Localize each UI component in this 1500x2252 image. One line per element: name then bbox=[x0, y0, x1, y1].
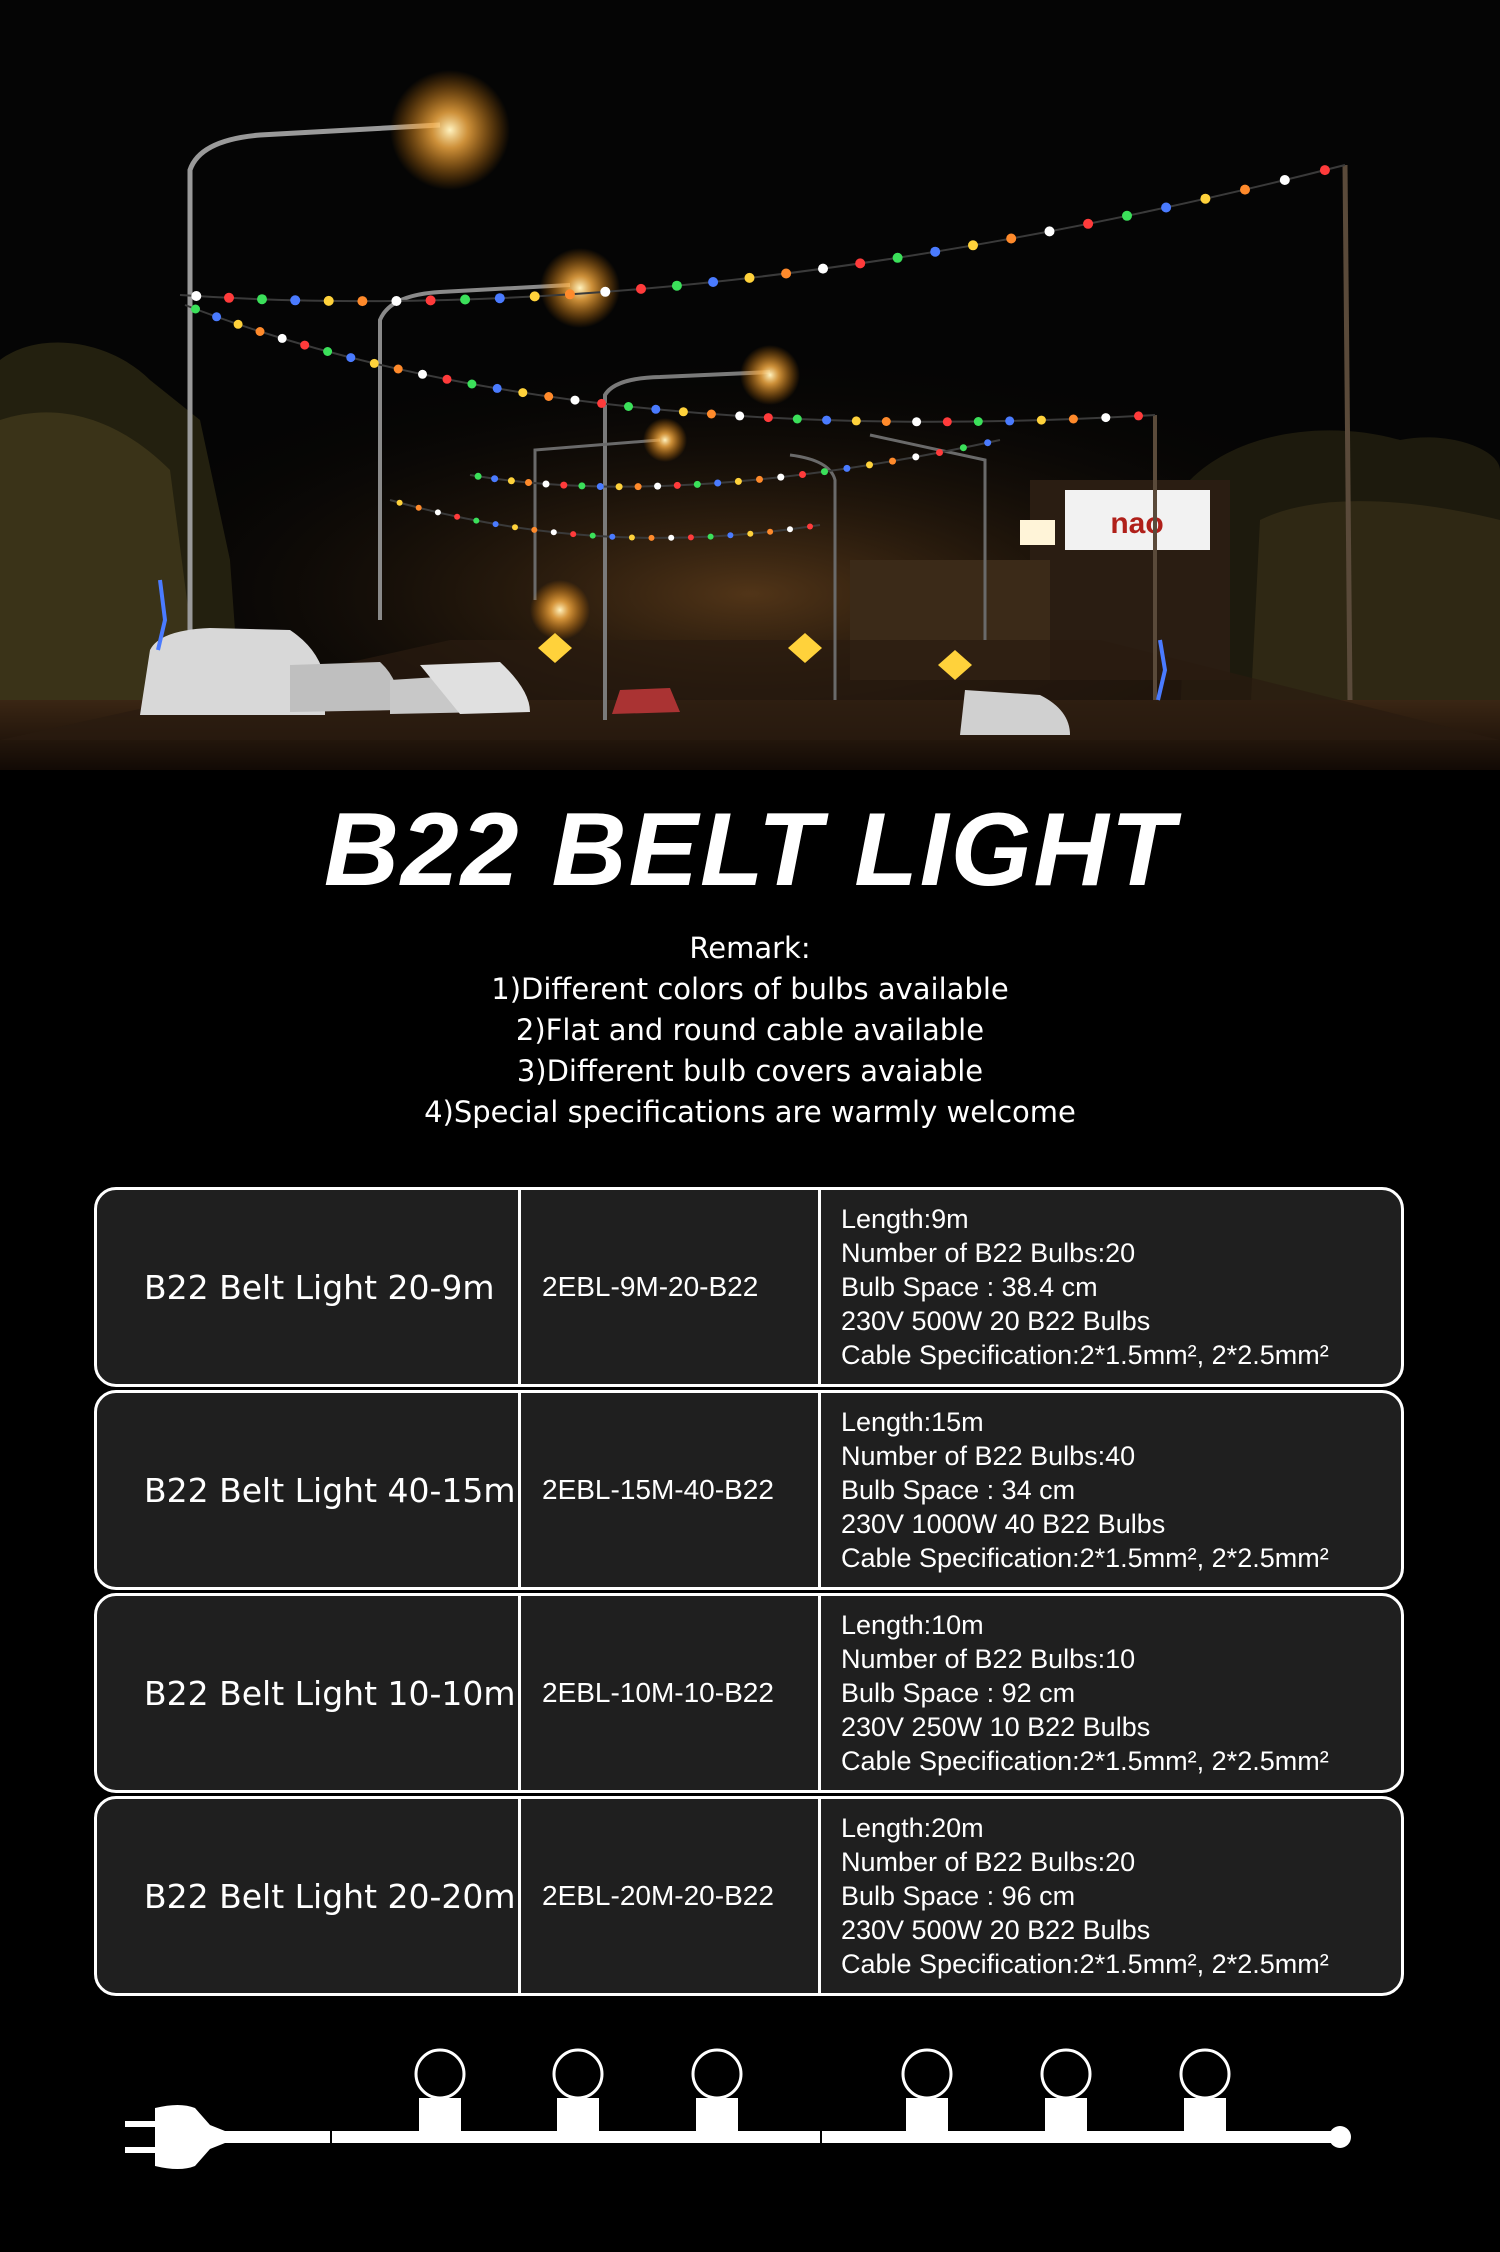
string-bulb bbox=[912, 453, 919, 460]
product-specs bbox=[821, 1596, 1401, 1790]
string-bulb bbox=[968, 240, 978, 250]
belt-light-diagram bbox=[0, 2030, 1500, 2230]
string-bulb bbox=[551, 529, 557, 535]
spec-cable: Cable Specification:2*1.5mm², 2*2.5mm² bbox=[841, 1746, 1329, 1776]
string-bulb bbox=[565, 289, 575, 299]
string-bulb bbox=[855, 258, 865, 268]
string-bulb bbox=[1200, 194, 1210, 204]
string-bulb bbox=[688, 534, 694, 540]
spec-bulb-count: Number of B22 Bulbs:10 bbox=[841, 1644, 1136, 1674]
string-bulb bbox=[578, 482, 585, 489]
string-bulb bbox=[256, 327, 265, 336]
hero-sign-text: nao bbox=[1110, 507, 1164, 540]
cable-line bbox=[225, 2131, 1340, 2143]
bulb-icon bbox=[693, 2050, 741, 2132]
product-name: B22 Belt Light 20-20m bbox=[97, 1799, 521, 1993]
string-bulb bbox=[624, 402, 633, 411]
bulb-icon bbox=[416, 2050, 464, 2132]
spec-cable: Cable Specification:2*1.5mm², 2*2.5mm² bbox=[841, 1340, 1329, 1370]
remarks-block bbox=[0, 928, 1500, 1133]
page-title: B22 BELT LIGHT bbox=[323, 792, 1177, 908]
string-bulb bbox=[818, 264, 828, 274]
hero-street-night-photo bbox=[0, 0, 1500, 770]
string-bulb bbox=[893, 253, 903, 263]
string-bulb bbox=[616, 483, 623, 490]
string-bulb bbox=[1101, 413, 1110, 422]
string-bulb bbox=[668, 535, 674, 541]
plug-icon bbox=[125, 2105, 225, 2169]
remarks-heading: Remark: bbox=[689, 931, 811, 965]
string-bulb bbox=[370, 359, 379, 368]
product-row bbox=[94, 1593, 1404, 1793]
spec-bulb-space: Bulb Space : 38.4 cm bbox=[841, 1272, 1098, 1302]
string-bulb bbox=[822, 416, 831, 425]
spec-length: Length:10m bbox=[841, 1610, 984, 1640]
string-bulb bbox=[1069, 415, 1078, 424]
product-code: 2EBL-9M-20-B22 bbox=[521, 1190, 821, 1384]
string-bulb bbox=[224, 293, 234, 303]
spec-power: 230V 500W 20 B22 Bulbs bbox=[841, 1915, 1151, 1945]
string-bulb bbox=[473, 518, 479, 524]
bulb-icon bbox=[1042, 2050, 1090, 2132]
spec-power: 230V 250W 10 B22 Bulbs bbox=[841, 1712, 1151, 1742]
string-bulb bbox=[212, 312, 221, 321]
string-bulb bbox=[278, 334, 287, 343]
product-code: 2EBL-15M-40-B22 bbox=[521, 1393, 821, 1587]
string-bulb bbox=[590, 533, 596, 539]
string-bulb bbox=[391, 296, 401, 306]
spec-bulb-space: Bulb Space : 34 cm bbox=[841, 1475, 1076, 1505]
remark-item: 4)Special specifications are warmly welcome bbox=[424, 1095, 1076, 1129]
string-bulb bbox=[597, 483, 604, 490]
product-spec-table bbox=[94, 1187, 1404, 1999]
string-bulb bbox=[767, 529, 773, 535]
bulb-icon bbox=[554, 2050, 602, 2132]
string-bulb bbox=[960, 444, 967, 451]
string-bulb bbox=[756, 476, 763, 483]
product-specs bbox=[821, 1799, 1401, 1993]
string-bulb bbox=[560, 482, 567, 489]
spec-cable: Cable Specification:2*1.5mm², 2*2.5mm² bbox=[841, 1543, 1329, 1573]
spec-bulb-count: Number of B22 Bulbs:20 bbox=[841, 1238, 1136, 1268]
string-bulb bbox=[543, 481, 550, 488]
string-bulb bbox=[708, 277, 718, 287]
string-bulb bbox=[1134, 411, 1143, 420]
string-bulb bbox=[764, 413, 773, 422]
remark-item: 2)Flat and round cable available bbox=[515, 1013, 985, 1047]
string-bulb bbox=[597, 399, 606, 408]
spec-bulb-count: Number of B22 Bulbs:40 bbox=[841, 1441, 1136, 1471]
string-bulb bbox=[745, 273, 755, 283]
string-bulb bbox=[475, 473, 482, 480]
string-bulb bbox=[323, 347, 332, 356]
string-bulb bbox=[544, 392, 553, 401]
string-bulb bbox=[708, 534, 714, 540]
string-bulb bbox=[807, 524, 813, 530]
string-bulb bbox=[571, 396, 580, 405]
string-bulb bbox=[416, 505, 422, 511]
product-name: B22 Belt Light 40-15m bbox=[97, 1393, 521, 1587]
string-bulb bbox=[974, 417, 983, 426]
string-bulb bbox=[443, 375, 452, 384]
string-bulb bbox=[930, 247, 940, 257]
string-bulb bbox=[454, 514, 460, 520]
string-bulb bbox=[1161, 203, 1171, 213]
spec-length: Length:20m bbox=[841, 1813, 984, 1843]
string-bulb bbox=[191, 291, 201, 301]
string-bulb bbox=[889, 458, 896, 465]
string-bulb bbox=[636, 284, 646, 294]
string-bulb bbox=[694, 481, 701, 488]
product-code: 2EBL-10M-10-B22 bbox=[521, 1596, 821, 1790]
string-bulb bbox=[821, 468, 828, 475]
string-bulb bbox=[191, 305, 200, 314]
string-bulb bbox=[467, 380, 476, 389]
string-bulb bbox=[1240, 185, 1250, 195]
string-bulb bbox=[912, 417, 921, 426]
string-bulb bbox=[397, 500, 403, 506]
string-bulb bbox=[787, 526, 793, 532]
string-bulb bbox=[530, 291, 540, 301]
string-bulb bbox=[679, 407, 688, 416]
string-bulb bbox=[1122, 211, 1132, 221]
string-bulb bbox=[735, 478, 742, 485]
string-bulb bbox=[866, 461, 873, 468]
spec-bulb-count: Number of B22 Bulbs:20 bbox=[841, 1847, 1136, 1877]
string-bulb bbox=[629, 535, 635, 541]
string-bulb bbox=[495, 293, 505, 303]
string-bulb bbox=[460, 295, 470, 305]
string-bulb bbox=[426, 295, 436, 305]
string-bulb bbox=[1045, 226, 1055, 236]
string-bulb bbox=[346, 353, 355, 362]
string-bulb bbox=[651, 405, 660, 414]
string-bulb bbox=[493, 384, 502, 393]
string-bulb bbox=[609, 534, 615, 540]
string-bulb bbox=[1320, 165, 1330, 175]
product-specs bbox=[821, 1190, 1401, 1384]
string-bulb bbox=[654, 483, 661, 490]
product-row bbox=[94, 1187, 1404, 1387]
string-bulb bbox=[290, 295, 300, 305]
string-bulb bbox=[799, 471, 806, 478]
string-bulb bbox=[1006, 234, 1016, 244]
string-bulb bbox=[435, 509, 441, 515]
string-bulb bbox=[984, 439, 991, 446]
cable-end-cap bbox=[1329, 2126, 1351, 2148]
string-bulb bbox=[672, 281, 682, 291]
string-bulb bbox=[508, 477, 515, 484]
string-bulb bbox=[635, 483, 642, 490]
product-row bbox=[94, 1796, 1404, 1996]
product-row bbox=[94, 1390, 1404, 1590]
remark-item: 1)Different colors of bulbs available bbox=[491, 972, 1009, 1006]
string-bulb bbox=[1083, 219, 1093, 229]
string-bulb bbox=[234, 320, 243, 329]
string-bulb bbox=[777, 474, 784, 481]
string-bulb bbox=[324, 296, 334, 306]
remark-item: 3)Different bulb covers avaiable bbox=[516, 1054, 984, 1088]
string-bulb bbox=[257, 294, 267, 304]
spec-cable: Cable Specification:2*1.5mm², 2*2.5mm² bbox=[841, 1949, 1329, 1979]
string-bulb bbox=[852, 416, 861, 425]
string-bulb bbox=[714, 480, 721, 487]
product-code: 2EBL-20M-20-B22 bbox=[521, 1799, 821, 1993]
product-name: B22 Belt Light 20-9m bbox=[97, 1190, 521, 1384]
spec-bulb-space: Bulb Space : 92 cm bbox=[841, 1678, 1076, 1708]
bulb-icon bbox=[1181, 2050, 1229, 2132]
string-bulb bbox=[747, 531, 753, 537]
string-bulb bbox=[1037, 416, 1046, 425]
string-bulb bbox=[570, 531, 576, 537]
string-bulb bbox=[727, 532, 733, 538]
spec-length: Length:15m bbox=[841, 1407, 984, 1437]
bulb-icon bbox=[903, 2050, 951, 2132]
product-specs bbox=[821, 1393, 1401, 1587]
string-bulb bbox=[793, 415, 802, 424]
spec-length: Length:9m bbox=[841, 1204, 969, 1234]
product-name: B22 Belt Light 10-10m bbox=[97, 1596, 521, 1790]
string-bulb bbox=[882, 417, 891, 426]
string-bulb bbox=[943, 417, 952, 426]
spec-power: 230V 1000W 40 B22 Bulbs bbox=[841, 1509, 1166, 1539]
string-bulb bbox=[735, 411, 744, 420]
string-bulb bbox=[357, 296, 367, 306]
string-bulb bbox=[707, 410, 716, 419]
string-bulb bbox=[843, 465, 850, 472]
string-bulb bbox=[1005, 416, 1014, 425]
string-bulb bbox=[518, 388, 527, 397]
string-bulb bbox=[512, 524, 518, 530]
string-bulb bbox=[531, 527, 537, 533]
string-bulb bbox=[394, 365, 403, 374]
spec-power: 230V 500W 20 B22 Bulbs bbox=[841, 1306, 1151, 1336]
string-bulb bbox=[491, 475, 498, 482]
string-bulb bbox=[493, 521, 499, 527]
spec-bulb-space: Bulb Space : 96 cm bbox=[841, 1881, 1076, 1911]
string-bulb bbox=[674, 482, 681, 489]
string-bulb bbox=[300, 341, 309, 350]
string-bulb bbox=[525, 479, 532, 486]
string-bulb bbox=[600, 287, 610, 297]
string-bulb bbox=[418, 370, 427, 379]
string-bulb bbox=[1280, 175, 1290, 185]
string-bulb bbox=[781, 269, 791, 279]
string-bulb bbox=[936, 449, 943, 456]
string-bulb bbox=[649, 535, 655, 541]
